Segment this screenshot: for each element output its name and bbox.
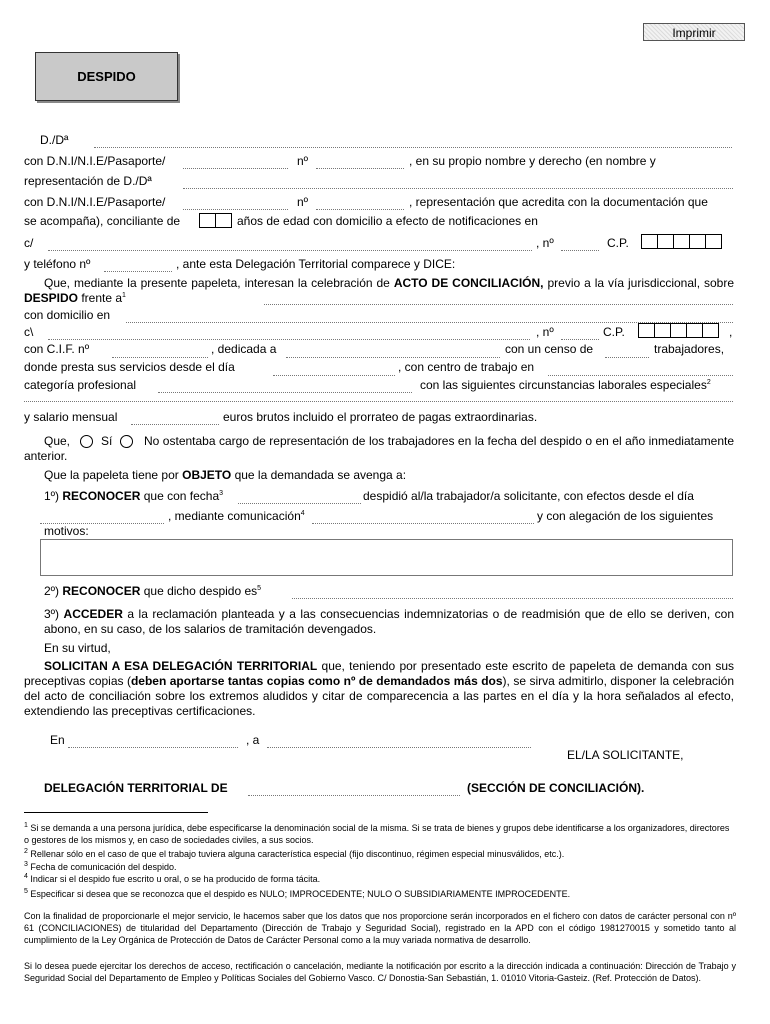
cif-field[interactable] [112,357,208,358]
recognize2-text: 2º) RECONOCER que dicho despido $es^5$ [44,584,262,598]
start-date-field[interactable] [273,375,395,376]
category-label: categoría profesional [24,378,137,392]
num-label: nº [297,154,309,168]
place-field[interactable] [68,747,238,748]
signature-label: EL/LA SOLICITANTE, [567,748,684,762]
salary-field[interactable] [131,424,219,425]
footnote-4: $^4$ Indicar si el despido fue escrito u oral, o se ha producido de forma tácita. [24,873,321,884]
dedicated-label: , dedicada a [211,342,277,356]
cp-field[interactable] [641,234,721,249]
workers-label: trabajadores, [654,342,725,356]
workplace-label: , con centro de trabajo en [398,360,535,374]
dni-field[interactable] [183,168,288,169]
num2-label: nº [297,195,309,209]
representation-label: representación de D./Dª [24,174,152,188]
footnote-3: $^3$ Fecha de comunicación del despido. [24,861,177,872]
dismissed-text: despidió al/la trabajador/a solicitante, con efectos desde el día [363,489,694,503]
street-field[interactable] [48,250,532,251]
communication-field[interactable] [312,523,534,524]
workplace-field[interactable] [548,375,733,376]
appears-text: , ante esta Delegación Territorial comparece y DICE: [176,257,456,271]
footnote-5: $^5$ Especificar si desea que se reconozca que el despido es NULO; IMPROCEDENTE; NULO O SUBSIDIARIAMENTE IMPROCEDENTE. [24,888,571,899]
recognize1-text: 1º) RECONOCER que con fecha$^3$ [44,489,224,503]
privacy-notice: Con la finalidad de proporcionarle el mejor servicio, le hacemos saber que los datos que nos proporcione serán incorporados en el fichero con datos de carácter personal con nº 61 (CONCILIACIONES) de titularidad del Departamento (Dirección de Trabajo y Seguridad Social), registrado en la APD con el código 1981270015 y sometido tanto al cumplimiento de la Ley Orgánica de Protección de Datos de Carácter Personal como a la muy variada normativa de desarrollo. [24,911,736,945]
allegation-label: y con alegación de los siguientes [537,509,714,523]
street-label: c/ [24,236,34,250]
comma-text: , [729,325,733,339]
delegation-label: DELEGACIÓN TERRITORIAL DE [44,781,228,795]
salary-text: euros brutos incluido el prorrateo de pagas extraordinarias. [223,410,538,424]
applicant-label: D./Dª [40,133,69,147]
motives-label: motivos: [44,524,89,538]
provides-label: donde presta sus servicios desde el día [24,360,235,374]
dni-number-field[interactable] [316,168,404,169]
street2-label: c\ [24,325,34,339]
cp2-label: C.P. [603,325,625,339]
footnote-divider [24,812,208,813]
cp2-field[interactable] [638,323,718,338]
census-field[interactable] [605,357,649,358]
street-num-label: , nº [536,236,554,250]
rights-notice: Si lo desea puede ejercitar los derechos de acceso, rectificación o cancelación, mediante la notificación por escrito a la dirección indicada a continuación: Dirección de Trabajo y Seguridad Social del Departamento de Empleo y Políticas Sociales del Gobierno Vasco. C/ Donostia-San Sebastián, 1. 01010 Vitoria-Gasteiz. (Ref. Protección de Datos). [24,961,736,983]
communication-label: , mediante comunicación$^4$ [168,509,305,523]
street2-num-field[interactable] [561,339,599,340]
dni2-field[interactable] [183,209,288,210]
object-text: Que la papeleta tiene por OBJETO que la demandada se avenga a: [44,468,407,482]
cif-label: con C.I.F. nº [24,342,90,356]
dni-label: con D.N.I/N.I.E/Pasaporte/ [24,154,166,168]
dismissal-type-field[interactable] [292,598,733,599]
que-label: Que, [44,434,71,448]
date-label: , a [246,733,260,747]
census-label: con un censo de [505,342,594,356]
accompanies-text: se acompaña), conciliante de [24,214,181,228]
delegation-field[interactable] [248,795,460,796]
age-text: años de edad con domicilio a efecto de notificaciones en [237,214,538,228]
date-field[interactable] [267,747,531,748]
representation-doc-text: , representación que acredita con la documentación que [409,195,708,209]
form-title: DESPIDO [35,52,178,101]
print-button[interactable]: Imprimir [643,23,745,41]
salary-label: y salario mensual [24,410,118,424]
circumstances-label: con las siguientes circunstancias laborales especiales$^2$ [420,378,711,392]
representation-name-field[interactable] [183,188,733,189]
place-label: En [50,733,65,747]
domicile-label: con domicilio en [24,308,111,322]
cp-label: C.P. [607,236,629,250]
representation-paragraph: No ostentaba cargo de representación de los trabajadores en la fecha del despido o en el año inmediatamente anterior. [24,434,734,463]
petition-paragraph: Que, mediante la presente papeleta, interesan la celebración de ACTO DE CONCILIACIÓN, previo a la vía jurisdiccional, sobre DESPIDO frente $a^1$ [24,276,734,305]
accede-paragraph: 3º) ACCEDER a la reclamación planteada y a las consecuencias indemnizatorias o de readmisión que de ello se deriven, con abono, en su caso, de los salarios de tramitación devengados. [44,607,734,636]
request-paragraph: SOLICITAN A ESA DELEGACIÓN TERRITORIAL que, teniendo por presentado este escrito de papeleta de demanda con sus preceptivas copias (deben aportarse tantas copias como nº de demandados más dos), se sirva admitirlo, disponer la celebración del acto de conciliación sobre los extremos aludidos y citar de comparecencia a las partes en el día y la hora señalados al efecto, extendiendo las preceptivas certificaciones. [24,659,735,718]
activity-field[interactable] [286,357,500,358]
footnote-1: $^1$ Si se demanda a una persona jurídica, debe especificarse la denominación social de la misma. Si se trata de bienes y grupos debe identificarse a los organizadores, directores o gestores de los mismos y, en caso de sociedades civiles, a sus socios. [24,822,730,845]
street-num-field[interactable] [561,250,599,251]
dismissal-date-field[interactable] [238,503,361,504]
own-name-text: , en su propio nombre y derecho (en nombre y [409,154,656,168]
respondent-field[interactable] [264,304,733,305]
dni2-number-field[interactable] [316,209,404,210]
age-field[interactable] [199,213,231,228]
dni2-label: con D.N.I/N.I.E/Pasaporte/ [24,195,166,209]
motives-textarea[interactable] [40,539,733,576]
si-label: Sí [101,434,113,448]
street2-num-label: , nº [536,325,554,339]
category-field[interactable] [158,392,412,393]
footnote-2: $^2$ Rellenar sólo en el caso de que el trabajo tuviera alguna característica especial (fijo discontinuo, régimen especial minusválidos, etc.). [24,848,565,859]
street2-field[interactable] [48,339,530,340]
circumstances-field[interactable] [24,401,733,402]
section-label: (SECCIÓN DE CONCILIACIÓN). [467,781,645,795]
applicant-name-field[interactable] [94,147,732,148]
phone-field[interactable] [104,271,172,272]
virtue-text: En su virtud, [44,641,111,655]
phone-label: y teléfono nº [24,257,91,271]
